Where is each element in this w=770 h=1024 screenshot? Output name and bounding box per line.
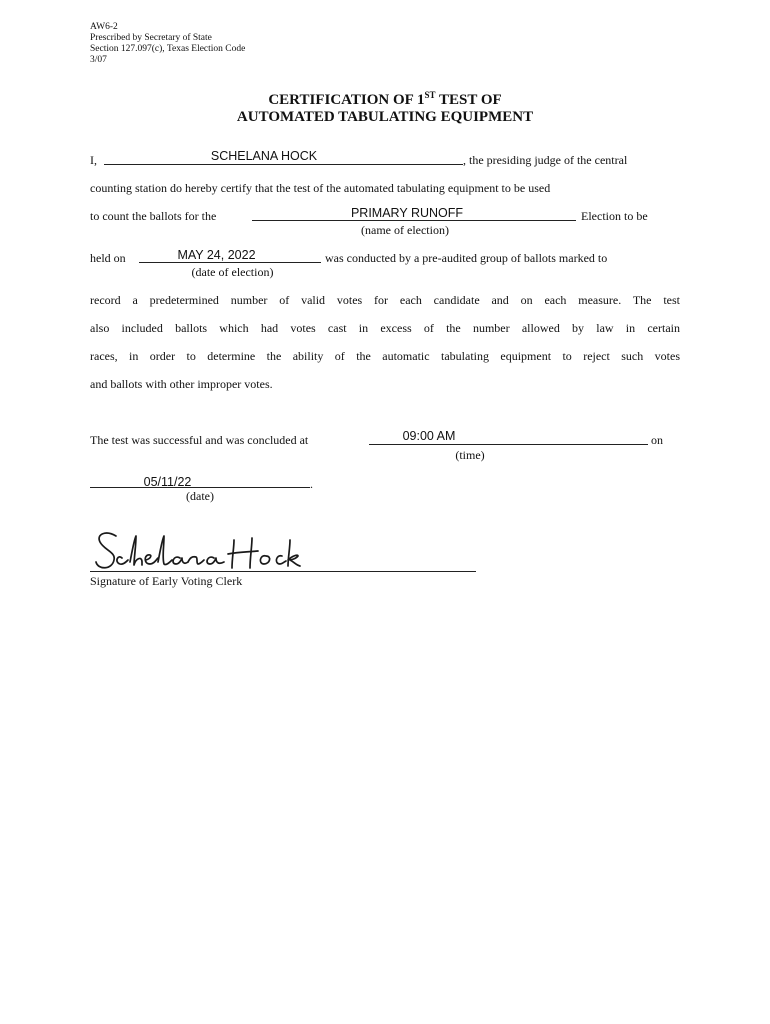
election-name-value[interactable]: PRIMARY RUNOFF <box>350 206 464 220</box>
judge-name-line <box>104 164 463 165</box>
title-superscript: ST <box>424 90 436 100</box>
signature-line <box>90 571 476 572</box>
date-value[interactable]: 05/11/22 <box>143 475 192 489</box>
counting-station-text: counting station do hereby certify that the test of the automated tabulating equipment to be used <box>90 181 551 195</box>
time-value[interactable]: 09:00 AM <box>402 429 456 443</box>
ballots-for-text: to count the ballots for the <box>90 209 217 223</box>
paragraph-line-1: record a predetermined number of valid votes for each candidate and on each measure. The test <box>90 293 680 307</box>
section-text: Section 127.097(c), Texas Election Code <box>90 44 246 54</box>
time-caption: (time) <box>455 448 485 462</box>
concluded-text: The test was successful and was concluded at <box>90 433 309 447</box>
form-date: 3/07 <box>90 55 107 65</box>
held-on-text: held on <box>90 251 126 265</box>
election-date-value[interactable]: MAY 24, 2022 <box>177 248 256 262</box>
paragraph-line-4: and ballots with other improper votes. <box>90 377 273 391</box>
election-name-caption: (name of election) <box>361 223 449 237</box>
date-period: . <box>310 477 313 491</box>
form-id: AW6-2 <box>90 22 118 32</box>
election-to-be-text: Election to be <box>581 209 648 223</box>
title-line-1: CERTIFICATION OF 1ST TEST OF <box>268 90 502 108</box>
date-caption: (date) <box>186 489 214 503</box>
election-date-line <box>139 262 321 263</box>
signature-image <box>92 528 302 576</box>
title-line-2: AUTOMATED TABULATING EQUIPMENT <box>236 109 534 125</box>
election-name-line <box>252 220 576 221</box>
election-date-caption: (date of election) <box>191 265 274 279</box>
signature-caption: Signature of Early Voting Clerk <box>90 574 243 588</box>
judge-suffix: , the presiding judge of the central <box>463 153 628 167</box>
prescribed-text: Prescribed by Secretary of State <box>90 33 212 43</box>
on-text: on <box>651 433 663 447</box>
i-label: I, <box>90 153 97 167</box>
paragraph-line-3: races, in order to determine the ability of the automatic tabulating equipment to reject such votes <box>90 349 680 363</box>
judge-name-value[interactable]: SCHELANA HOCK <box>210 149 318 163</box>
time-line <box>369 444 648 445</box>
held-suffix-text: was conducted by a pre-audited group of ballots marked to <box>325 251 608 265</box>
paragraph-line-2: also included ballots which had votes cast in excess of the number allowed by law in certain <box>90 321 680 335</box>
